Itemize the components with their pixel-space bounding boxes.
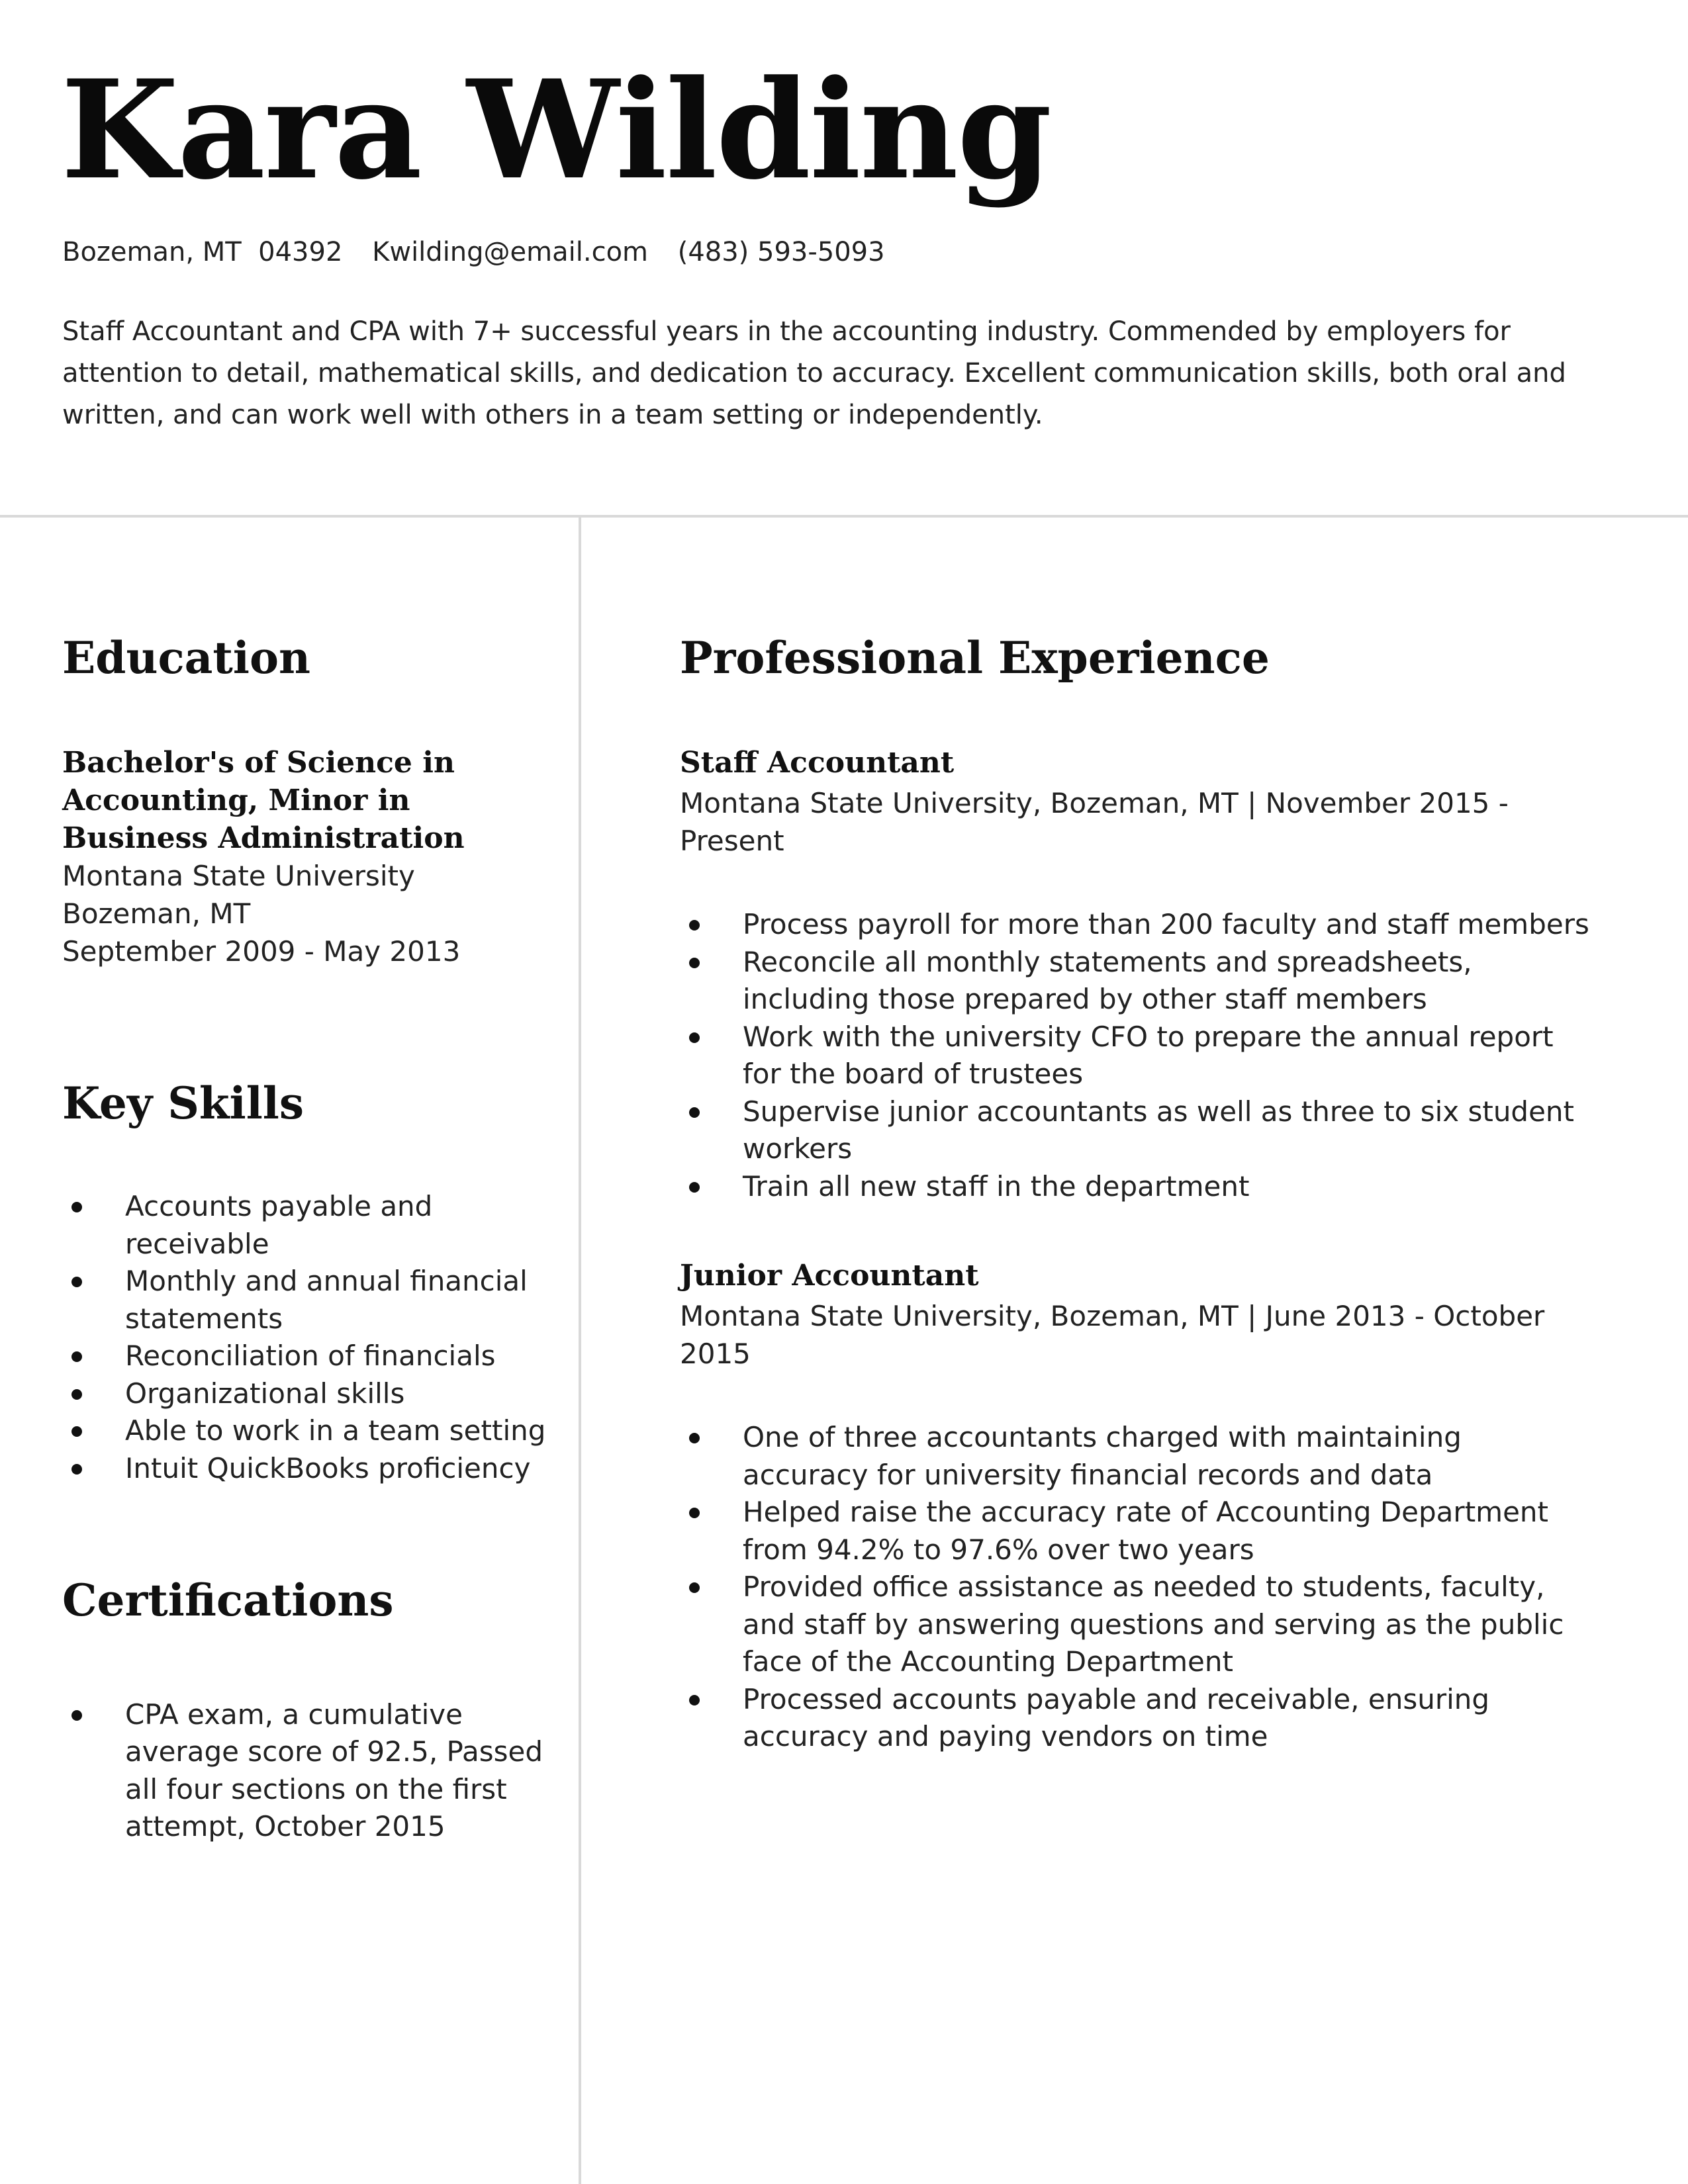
skills-list xyxy=(62,1188,552,1487)
bullet-icon xyxy=(689,1107,700,1118)
right-column xyxy=(680,632,1593,1756)
bullet-text: Provided office assistance as needed to students, faculty, and staff by answering questions and serving as the public face of the Accounting Department xyxy=(743,1570,1564,1678)
bullet-icon xyxy=(689,920,700,931)
contact-phone: (483) 593-5093 xyxy=(677,237,885,267)
school-name: Montana State University xyxy=(62,860,415,893)
bullet-text: Supervise junior accountants as well as three to six student workers xyxy=(743,1095,1575,1165)
list-item xyxy=(680,1569,1593,1681)
job-bullets xyxy=(680,906,1593,1205)
bullet-icon xyxy=(689,1582,700,1593)
bullet-icon xyxy=(689,1032,700,1043)
certifications-list xyxy=(62,1696,552,1846)
job-title: Junior Accountant xyxy=(680,1259,979,1293)
education-section xyxy=(62,632,552,970)
bullet-icon xyxy=(689,958,700,968)
contact-location: Bozeman, MT 04392 xyxy=(62,237,343,267)
bullet-text: Reconcile all monthly statements and spreadsheets, including those prepared by other staff members xyxy=(743,945,1472,1016)
skill-text: Organizational skills xyxy=(125,1377,405,1410)
skills-heading: Key Skills xyxy=(62,1077,304,1130)
list-item xyxy=(680,1093,1593,1168)
education-dates: September 2009 - May 2013 xyxy=(62,935,461,968)
list-item xyxy=(680,1494,1593,1569)
job-subtitle: Montana State University, Bozeman, MT | June 2013 - October 2015 xyxy=(680,1300,1545,1371)
list-item xyxy=(62,1450,552,1488)
candidate-name: Kara Wilding xyxy=(61,51,1051,210)
certifications-section xyxy=(62,1574,552,1845)
list-item xyxy=(62,1188,552,1263)
bullet-icon xyxy=(71,1710,82,1721)
experience-heading: Professional Experience xyxy=(680,632,1270,684)
contact-line xyxy=(62,237,906,267)
column-divider xyxy=(579,518,581,2184)
skill-text: Accounts payable and receivable xyxy=(125,1190,433,1260)
job-entry xyxy=(680,1257,1593,1756)
job-entry xyxy=(680,744,1593,1205)
list-item xyxy=(680,906,1593,944)
header-divider xyxy=(0,515,1688,518)
job-subtitle: Montana State University, Bozeman, MT | November 2015 - Present xyxy=(680,787,1509,858)
list-item xyxy=(680,1168,1593,1206)
list-item xyxy=(680,944,1593,1019)
job-title: Staff Accountant xyxy=(680,746,955,780)
list-item xyxy=(680,1019,1593,1093)
skill-text: Intuit QuickBooks proficiency xyxy=(125,1451,531,1484)
skill-text: Reconciliation of financials xyxy=(125,1340,496,1373)
bullet-icon xyxy=(71,1277,82,1287)
bullet-icon xyxy=(71,1351,82,1362)
contact-email[interactable]: Kwilding@email.com xyxy=(372,237,648,267)
list-item xyxy=(680,1681,1593,1756)
bullet-icon xyxy=(689,1182,700,1193)
list-item xyxy=(62,1696,552,1846)
list-item xyxy=(680,1419,1593,1494)
bullet-text: Train all new staff in the department xyxy=(743,1169,1250,1203)
list-item xyxy=(62,1412,552,1450)
education-heading: Education xyxy=(62,632,310,684)
bullet-icon xyxy=(71,1202,82,1212)
certifications-heading: Certifications xyxy=(62,1574,394,1627)
bullet-text: Helped raise the accuracy rate of Accounting Department from 94.2% to 97.6% over two years xyxy=(743,1496,1548,1566)
bullet-text: One of three accountants charged with maintaining accuracy for university financial records and data xyxy=(743,1421,1462,1491)
left-column xyxy=(62,632,552,1846)
summary-paragraph: Staff Accountant and CPA with 7+ successful years in the accounting industry. Commended by employers for attention to detail, mathematical skills, and dedication to accuracy. Excellent communication skills, both oral and written, and can work well with others in a team setting or independently. xyxy=(62,316,1566,430)
bullet-icon xyxy=(71,1389,82,1400)
certification-text: CPA exam, a cumulative average score of 92.5, Passed all four sections on the first attempt, October 2015 xyxy=(125,1698,543,1843)
bullet-text: Process payroll for more than 200 faculty and staff members xyxy=(743,908,1589,941)
bullet-text: Processed accounts payable and receivable, ensuring accuracy and paying vendors on time xyxy=(743,1682,1490,1753)
bullet-icon xyxy=(71,1464,82,1475)
job-bullets xyxy=(680,1419,1593,1756)
bullet-icon xyxy=(689,1433,700,1443)
bullet-icon xyxy=(689,1695,700,1706)
list-item xyxy=(62,1338,552,1375)
skill-text: Able to work in a team setting xyxy=(125,1414,546,1447)
bullet-icon xyxy=(71,1426,82,1437)
skills-section xyxy=(62,1077,552,1487)
bullet-icon xyxy=(689,1508,700,1518)
list-item xyxy=(62,1263,552,1338)
school-location: Bozeman, MT xyxy=(62,897,251,931)
degree-title: Bachelor's of Science in Accounting, Minor in Business Administration xyxy=(62,746,465,856)
list-item xyxy=(62,1375,552,1413)
bullet-text: Work with the university CFO to prepare the annual report for the board of trustees xyxy=(743,1020,1554,1091)
skill-text: Monthly and annual financial statements xyxy=(125,1265,528,1335)
